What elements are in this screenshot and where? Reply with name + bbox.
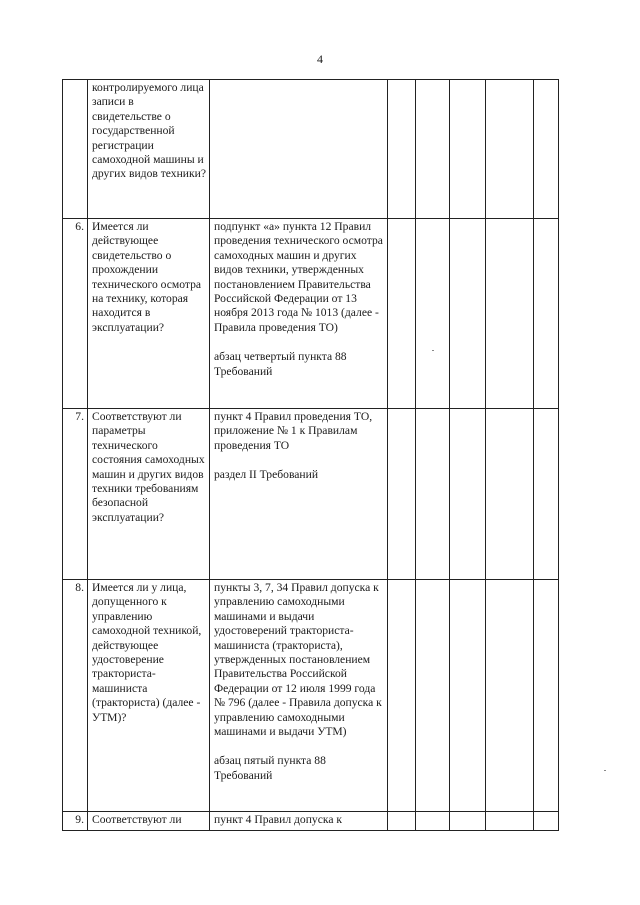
answer-cell [416, 580, 450, 812]
legal-reference-cell [210, 80, 388, 219]
answer-cell [486, 812, 534, 831]
answer-cell [388, 812, 416, 831]
answer-cell [388, 219, 416, 409]
legal-reference-paragraph: абзац четвертый пункта 88 Требований [214, 350, 347, 378]
answer-cell [416, 80, 450, 219]
answer-cell [534, 80, 559, 219]
answer-cell [486, 80, 534, 219]
answer-cell [450, 812, 486, 831]
answer-cell [534, 219, 559, 409]
answer-cell [534, 409, 559, 580]
row-number: 9. [63, 812, 88, 831]
legal-reference-paragraph: абзац пятый пункта 88 Требований [214, 754, 326, 782]
answer-cell [450, 409, 486, 580]
table-row [63, 580, 559, 812]
question-cell: Соответствуют ли [88, 812, 210, 831]
answer-cell [450, 219, 486, 409]
answer-cell [534, 580, 559, 812]
checklist-table [62, 79, 559, 831]
table-row [63, 219, 559, 409]
answer-cell [416, 812, 450, 831]
scan-speck [432, 350, 434, 351]
answer-cell [486, 580, 534, 812]
legal-reference-cell [210, 219, 388, 409]
question-cell: Соответствуют ли параметры технического состояния самоходных машин и других видов техники требованиям безопасной эксплуатации? [88, 409, 210, 580]
answer-cell [450, 80, 486, 219]
scan-speck [604, 770, 606, 771]
answer-cell [388, 80, 416, 219]
answer-cell [388, 409, 416, 580]
legal-reference-cell [210, 409, 388, 580]
table-row [63, 409, 559, 580]
row-number: 6. [63, 219, 88, 409]
answer-cell [534, 812, 559, 831]
answer-cell [486, 409, 534, 580]
answer-cell [416, 219, 450, 409]
legal-reference-paragraph: пункты 3, 7, 34 Правил допуска к управлению самоходными машинами и выдачи удостоверений тракториста-машиниста (тракториста), утвержденных постановлением Правительства Российской Федерации от 12 июля 1999 года № 796 (далее - Правила допуска к управлению самоходными машинами и выдачи УТМ) [214, 581, 382, 739]
question-cell: Имеется ли действующее свидетельство о прохождении технического осмотра на технику, которая находится в эксплуатации? [88, 219, 210, 409]
legal-reference-paragraph: пункт 4 Правил проведения ТО, приложение № 1 к Правилам проведения ТО [214, 410, 373, 452]
answer-cell [416, 409, 450, 580]
page-number: 4 [317, 52, 323, 66]
table-row [63, 80, 559, 219]
legal-reference-paragraph: пункт 4 Правил допуска к [214, 813, 343, 826]
answer-cell [486, 219, 534, 409]
legal-reference-paragraph: подпункт «а» пункта 12 Правил проведения технического осмотра самоходных машин и других видов техники, утвержденных постановлением Правительства Российской Федерации от 13 ноября 2013 года № 1013 (далее - Правила проведения ТО) [214, 220, 383, 334]
legal-reference-paragraph: раздел II Требований [214, 468, 319, 482]
row-number: 8. [63, 580, 88, 812]
legal-reference-cell [210, 580, 388, 812]
legal-reference-cell [210, 812, 388, 831]
question-cell: контролируемого лица записи в свидетельстве о государственной регистрации самоходной машины и других видов техники? [88, 80, 210, 219]
answer-cell [388, 580, 416, 812]
answer-cell [450, 580, 486, 812]
row-number [63, 80, 88, 219]
checklist-rows [63, 80, 559, 831]
table-row [63, 812, 559, 831]
row-number: 7. [63, 409, 88, 580]
question-cell: Имеется ли у лица, допущенного к управлению самоходной техникой, действующее удостоверение тракториста-машиниста (тракториста) (далее - УТМ)? [88, 580, 210, 812]
